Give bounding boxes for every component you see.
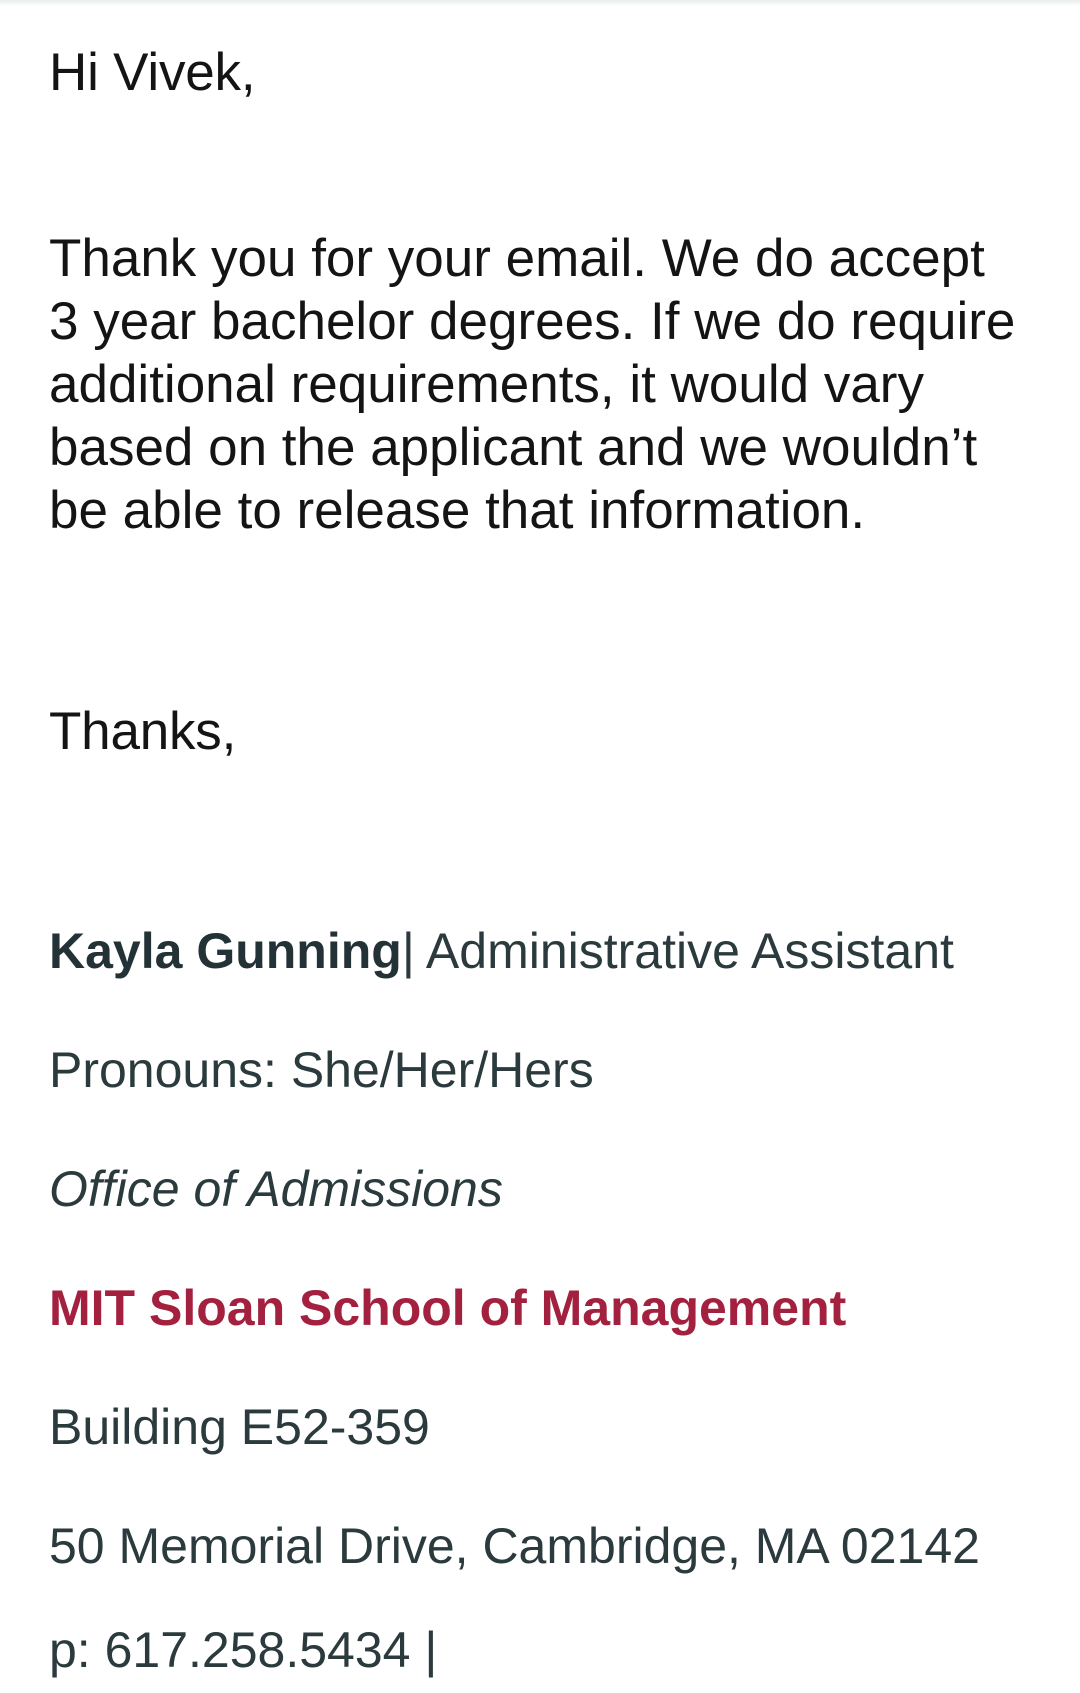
signature-pronouns: Pronouns: She/Her/Hers	[49, 1042, 594, 1098]
message-line: Thank you for your email. We do accept	[49, 229, 985, 288]
signature-school: MIT Sloan School of Management	[49, 1280, 847, 1336]
top-divider	[0, 0, 1080, 6]
signature-building: Building E52-359	[49, 1399, 430, 1455]
signature-phone[interactable]: p: 617.258.5434 |	[49, 1622, 438, 1678]
signature-name-line	[49, 923, 954, 979]
closing: Thanks,	[49, 702, 237, 761]
signature-title: | Administrative Assistant	[401, 923, 954, 979]
greeting: Hi Vivek,	[49, 43, 256, 102]
message-line: additional requirements, it would vary	[49, 355, 924, 414]
message-paragraph	[49, 227, 1015, 542]
message-line: based on the applicant and we wouldn’t	[49, 418, 978, 477]
signature-name: Kayla Gunning	[49, 923, 402, 979]
signature-address: 50 Memorial Drive, Cambridge, MA 02142	[49, 1518, 980, 1574]
message-line: be able to release that information.	[49, 481, 866, 540]
message-line: 3 year bachelor degrees. If we do require	[49, 292, 1016, 351]
signature-office: Office of Admissions	[49, 1161, 503, 1217]
